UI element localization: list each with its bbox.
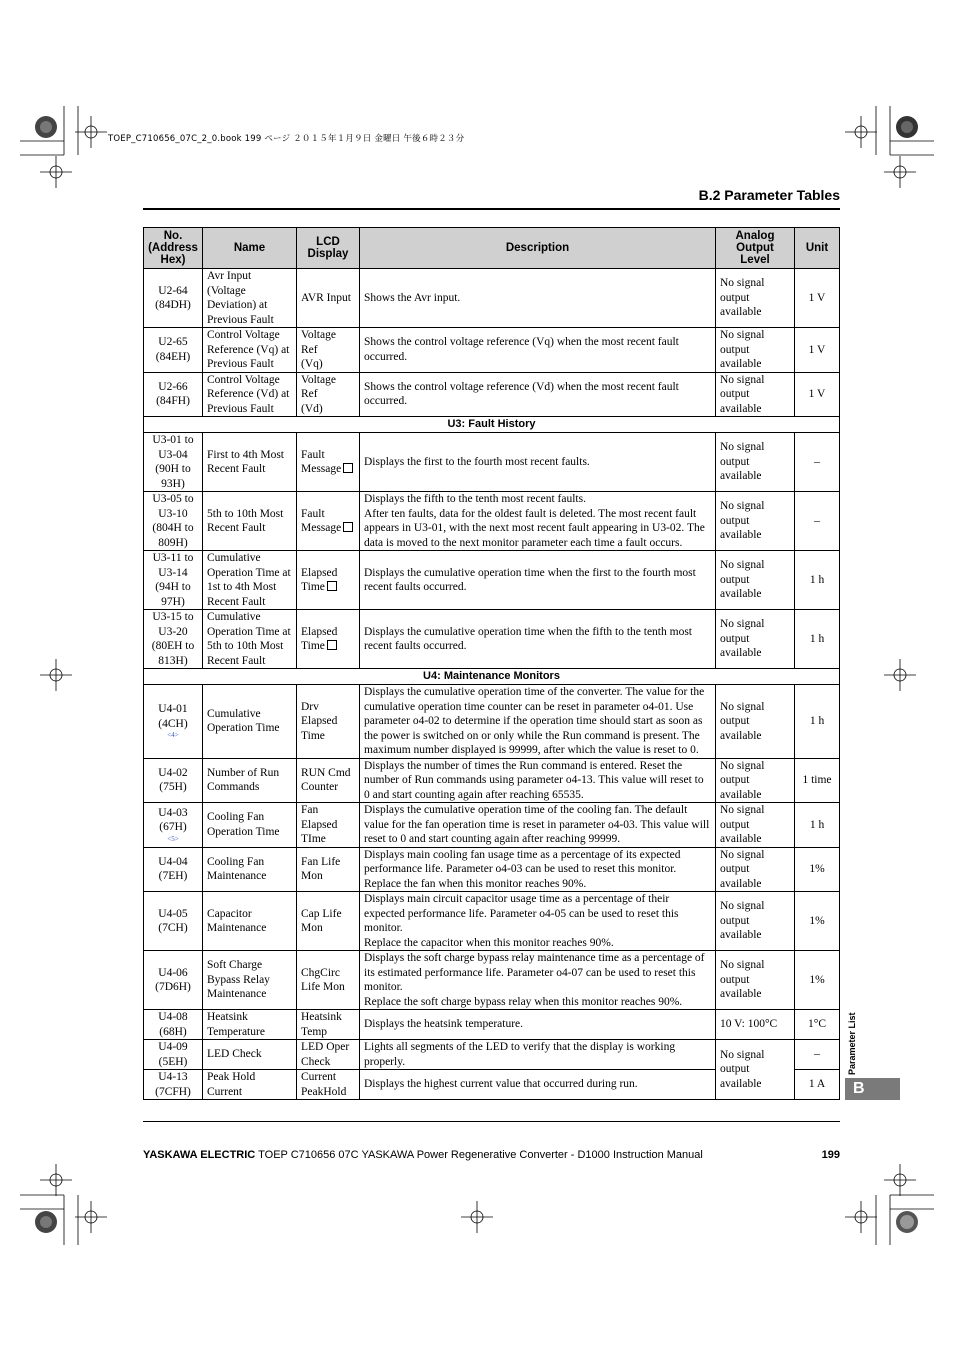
footnote-ref-link[interactable]: <4> — [167, 731, 179, 740]
lcd-display-text: Current PeakHold — [301, 1071, 347, 1098]
unit-text: – — [814, 455, 820, 468]
analog-output-level-text: No signal output available — [720, 500, 765, 542]
description-text: Shows the control voltage reference (Vq) when the most recent fault occurred. — [364, 336, 679, 363]
unit-text: 1 V — [808, 388, 826, 400]
parameter-name-text: Cumulative Operation Time at 5th to 10th Most Recent Fault — [207, 611, 291, 667]
lcd-display-text: RUN Cmd Counter — [301, 766, 351, 794]
description-text: Displays the soft charge bypass relay maintenance time as a percentage of its estimated performance life. Parameter o4-07 can be used to reset this monitor. Replace the soft charge bypass relay when this monitor reaches 90%. — [364, 952, 705, 1008]
footer-brand: YASKAWA ELECTRIC — [143, 1149, 256, 1161]
parameter-name-text: Number of Run Commands — [207, 766, 280, 794]
header-cell: LCD Display — [297, 228, 360, 269]
parameter-number-text: U4-04 (7EH) — [158, 855, 188, 883]
parameter-name-text: Peak Hold Current — [207, 1071, 256, 1098]
unit-text: 1 V — [808, 291, 826, 304]
description-text: Displays the cumulative operation time when the fifth to the tenth most recent faults occurred. — [364, 625, 692, 652]
unit-text: – — [814, 1048, 820, 1061]
lcd-display-text: LED Oper Check — [301, 1041, 350, 1068]
description-text: Displays the cumulative operation time when the first to the fourth most recent faults occurred. — [364, 566, 696, 593]
analog-output-level-text: No signal output available — [720, 277, 765, 319]
lcd-display-text: Drv Elapsed Time — [301, 700, 338, 742]
footer-text: TOEP C710656 07C YASKAWA Power Regenerative Converter - D1000 Instruction Manual — [255, 1149, 703, 1161]
section-heading: U3: Fault History — [144, 417, 840, 433]
parameter-name-text: Cooling Fan Operation Time — [207, 811, 280, 838]
analog-output-level-text: No signal output available — [720, 700, 765, 742]
parameter-number-text: U4-06 (7D6H) — [155, 966, 191, 993]
description-text: Displays the heatsink temperature. — [364, 1018, 524, 1031]
unit-text: 1% — [809, 973, 825, 986]
parameter-name-text: Avr Input (Voltage Deviation) at Previous Fault — [207, 270, 274, 326]
footnote-ref-link[interactable]: <5> — [167, 834, 179, 843]
parameter-number-text: U3-15 to U3-20 (80EH to 813H) — [151, 611, 195, 667]
header-cell: Analog Output Level — [716, 228, 795, 269]
side-section-tab: B — [845, 1078, 900, 1100]
parameter-number-text: U4-09 (5EH) — [158, 1041, 188, 1068]
description-text: Shows the Avr input. — [364, 291, 461, 304]
analog-output-level-text: 10 V: 100°C — [720, 1018, 778, 1031]
unit-text: 1°C — [807, 1018, 827, 1031]
lcd-display-text: Fan Elapsed TIme — [301, 804, 338, 845]
analog-output-level-text: No signal output available — [720, 329, 765, 370]
unit-text: 1 h — [809, 573, 825, 586]
analog-output-level-text: No signal output available — [720, 1048, 765, 1090]
unit-text: 1% — [809, 914, 825, 927]
lcd-display-text: Fan Life Mon — [301, 855, 341, 883]
unit-text: 1 h — [809, 715, 825, 727]
unit-text: – — [814, 514, 820, 527]
parameter-name-text: Capacitor Maintenance — [207, 907, 267, 934]
analog-output-level-text: No signal output available — [720, 759, 765, 801]
header-cell: No. (Address Hex) — [144, 228, 203, 269]
analog-output-level-text: No signal output available — [720, 900, 765, 942]
unit-text: 1 V — [808, 343, 826, 356]
lcd-display-text: Elapsed Time — [301, 566, 338, 593]
lcd-display-text: Voltage Ref (Vd) — [301, 373, 336, 415]
description-text: Displays the fifth to the tenth most recent faults. After ten faults, data for the oldest fault is deleted. The most recent fault appears in U3-01, with the next most recent fault appearing in U3-02. The data is moved to the next monitor parameter each time a fault occurs. — [364, 493, 705, 549]
lcd-display-text: AVR Input — [301, 291, 351, 304]
description-text: Displays the number of times the Run command is entered. Reset the number of Run commands using parameter o4-13. This value will reset to 0 and start counting again after reaching 65535. — [364, 759, 704, 801]
unit-text: 1 A — [808, 1078, 826, 1091]
parameter-name-text: Cumulative Operation Time at 1st to 4th Most Recent Fault — [207, 552, 291, 608]
analog-output-level-text: No signal output available — [720, 618, 765, 660]
description-text: Displays the highest current value that occurred during run. — [364, 1078, 638, 1091]
description-text: Displays main circuit capacitor usage time as a percentage of their expected performance life. Parameter o4-05 can be used to reset this monitor. Replace the capacitor when this monitor reaches 90%. — [364, 893, 679, 949]
parameter-name-text: Cooling Fan Maintenance — [207, 855, 267, 883]
description-text: Displays main cooling fan usage time as a percentage of its expected performance life. Parameter o4-03 can be used to reset this monitor. Replace the fan when this monitor reaches 90%. — [364, 848, 681, 890]
parameter-name-text: First to 4th Most Recent Fault — [207, 448, 285, 475]
header-cell: Description — [360, 228, 716, 269]
parameter-name-text: 5th to 10th Most Recent Fault — [207, 507, 284, 534]
color-registration-disc — [35, 116, 918, 1233]
description-text: Displays the first to the fourth most recent faults. — [364, 455, 590, 468]
parameter-number-text: U2-64 (84DH) — [155, 284, 191, 311]
parameter-number-text: U4-03 (67H) — [158, 806, 188, 834]
analog-output-level-text: No signal output available — [720, 848, 765, 890]
header-cell: Name — [203, 228, 297, 269]
unit-text: 1% — [809, 863, 825, 875]
lcd-display-text: Fault Message — [301, 448, 342, 475]
parameter-number-text: U4-08 (68H) — [158, 1011, 188, 1038]
lcd-display-text: ChgCirc Life Mon — [301, 966, 345, 993]
unit-text: 1 h — [809, 818, 825, 831]
parameter-name-text: Heatsink Temperature — [207, 1011, 265, 1038]
lcd-display-text: Cap Life Mon — [301, 907, 342, 934]
parameter-number-text: U4-02 (75H) — [158, 766, 188, 794]
parameter-number-text: U4-01 (4CH) — [158, 703, 188, 730]
parameter-name-text: Soft Charge Bypass Relay Maintenance — [207, 959, 270, 1001]
lcd-display-text: Voltage Ref (Vq) — [301, 329, 336, 370]
unit-text: 1 h — [809, 632, 825, 645]
analog-output-level-text: No signal output available — [720, 373, 765, 415]
parameter-number-text: U2-65 (84EH) — [155, 336, 191, 363]
section-title: B.2 Parameter Tables — [698, 187, 840, 203]
analog-output-level-text: No signal output available — [720, 804, 765, 845]
lcd-display-text: Heatsink Temp — [301, 1011, 342, 1038]
parameter-number-text: U4-05 (7CH) — [158, 907, 188, 934]
parameter-number-text: U2-66 (84FH) — [156, 380, 190, 408]
analog-output-level-text: No signal output available — [720, 441, 765, 483]
analog-output-level-text: No signal output available — [720, 559, 765, 601]
description-text: Displays the cumulative operation time of the converter. The value for the cumulative operation time counter can be reset in parameter o4-01. Use parameter o4-02 to determine if the operation time should start as soon as the power is switched on or only while the Run command is present. The maximum number displayed is 99999, after which the value is reset to 0. — [364, 686, 705, 756]
lcd-display-text: Fault Message — [301, 507, 342, 534]
parameter-number-text: U3-05 to U3-10 (804H to 809H) — [152, 493, 194, 549]
side-section-label: Parameter List — [847, 1012, 857, 1075]
parameter-name-text: Control Voltage Reference (Vd) at Previous Fault — [207, 373, 290, 415]
parameter-name-text: LED Check — [207, 1048, 262, 1061]
description-text: Lights all segments of the LED to verify that the display is working properly. — [364, 1041, 676, 1068]
parameter-name-text: Control Voltage Reference (Vq) at Previous Fault — [207, 329, 290, 370]
print-header: TOEP_C710656_07C_2_0.book 199 ページ ２０１５年１月９日 金曜日 午後６時２３分 — [108, 134, 465, 144]
parameter-number-text: U3-11 to U3-14 (94H to 97H) — [152, 552, 194, 608]
unit-text: 1 time — [802, 774, 832, 786]
description-text: Shows the control voltage reference (Vd) when the most recent fault occurred. — [364, 380, 679, 408]
section-heading: U4: Maintenance Monitors — [144, 669, 840, 685]
lcd-display-text: Elapsed Time — [301, 625, 338, 652]
parameter-number-text: U4-13 (7CFH) — [155, 1071, 191, 1098]
description-text: Displays the cumulative operation time of the cooling fan. The default value for the fan operation time is reset in parameter o4-03. This value will reset to 0 and start counting again after reaching 99999. — [364, 804, 710, 845]
page-number: 199 — [821, 1149, 840, 1161]
header-cell: Unit — [795, 228, 840, 269]
analog-output-level-text: No signal output available — [720, 959, 765, 1001]
parameter-number-text: U3-01 to U3-04 (90H to 93H) — [152, 434, 194, 490]
parameter-name-text: Cumulative Operation Time — [207, 707, 280, 735]
registration-target — [40, 116, 916, 1233]
